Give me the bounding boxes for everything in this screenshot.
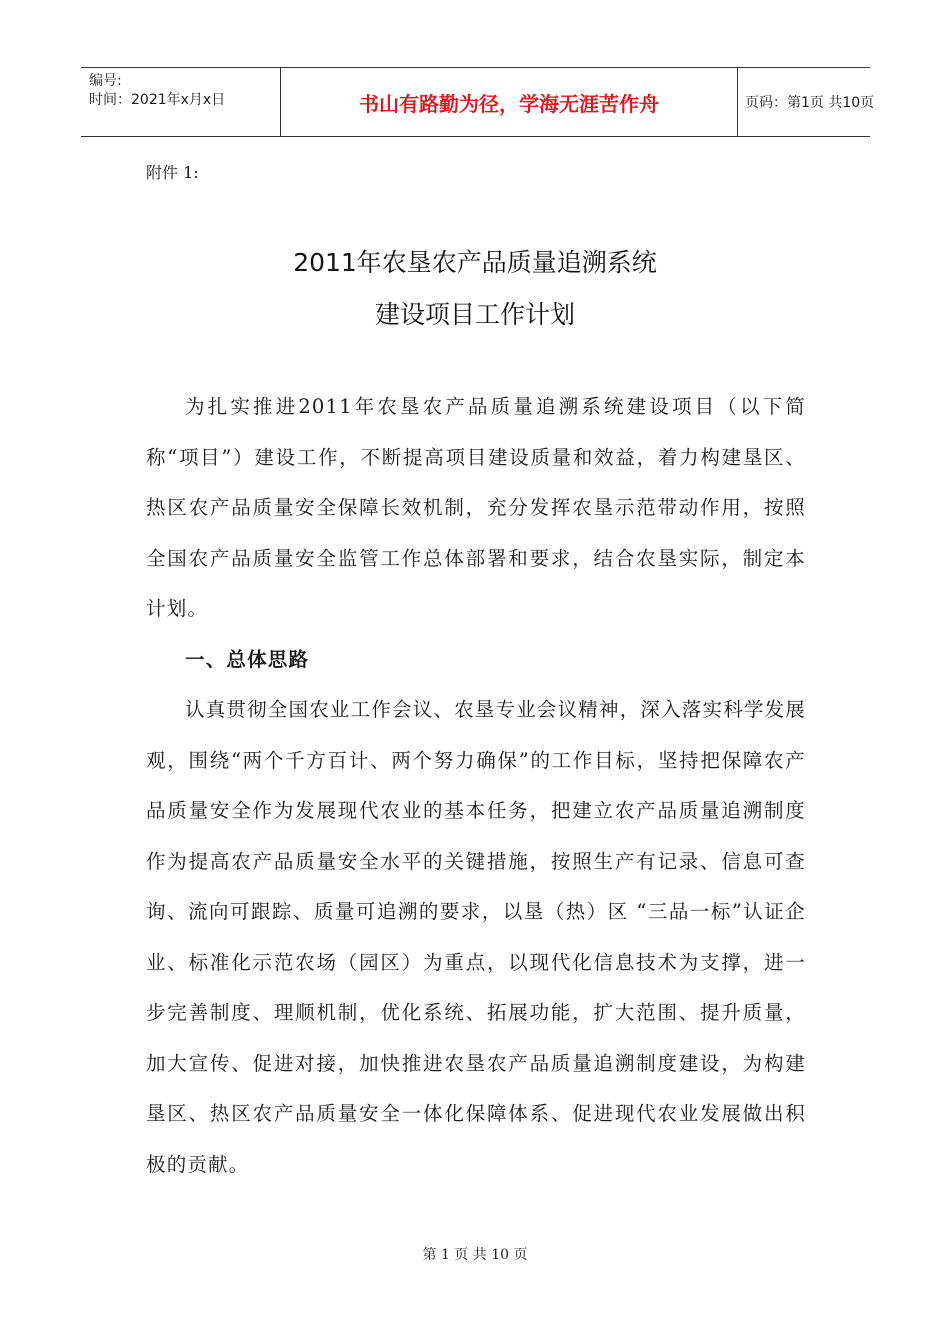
- header-table: [81, 67, 875, 137]
- header-motto: 书山有路勤为径，学海无涯苦作舟: [281, 68, 738, 136]
- document-title-line2: 建设项目工作计划: [374, 300, 575, 329]
- document-time-label: 时间：2021年x月x日: [89, 92, 226, 108]
- intro-paragraph: 为扎实推进2011年农垦农产品质量追溯系统建设项目（以下简称“项目”）建设工作，不断提高项目建设质量和效益，着力构建垦区、热区农产品质量安全保障长效机制，充分发挥农垦示范带动作用，按照全国农产品质量安全监管工作总体部署和要求，结合农垦实际，制定本计划。: [146, 395, 806, 620]
- document-body: [146, 382, 806, 1190]
- header-meta-cell: [81, 68, 281, 136]
- section1-paragraph: 认真贯彻全国农业工作会议、农垦专业会议精神，深入落实科学发展观，围绕“两个千方百计、两个努力确保”的工作目标，坚持把保障农产品质量安全作为发展现代农业的基本任务，把建立农产品质量追溯制度作为提高农产品质量安全水平的关键措施，按照生产有记录、信息可查询、流向可跟踪、质量可追溯的要求，以垦（热）区 “三品一标”认证企业、标准化示范农场（园区）为重点，以现代化信息技术为支撑，进一步完善制度、理顺机制，优化系统、拓展功能，扩大范围、提升质量，加大宣传、促进对接，加快推进农垦农产品质量追溯制度建设，为构建垦区、热区农产品质量安全一体化保障体系、促进现代农业发展做出积极的贡献。: [146, 698, 807, 1176]
- attachment-label: 附件 1:: [146, 163, 199, 182]
- page-footer: 第 1 页 共 10 页: [422, 1247, 528, 1263]
- document-number-label: 编号:: [89, 73, 122, 89]
- header-page-info: 页码：第1页 共10页: [745, 95, 875, 111]
- section1-heading: 一、总体思路: [185, 647, 310, 671]
- document-title-line1: 2011年农垦农产品质量追溯系统: [293, 248, 657, 277]
